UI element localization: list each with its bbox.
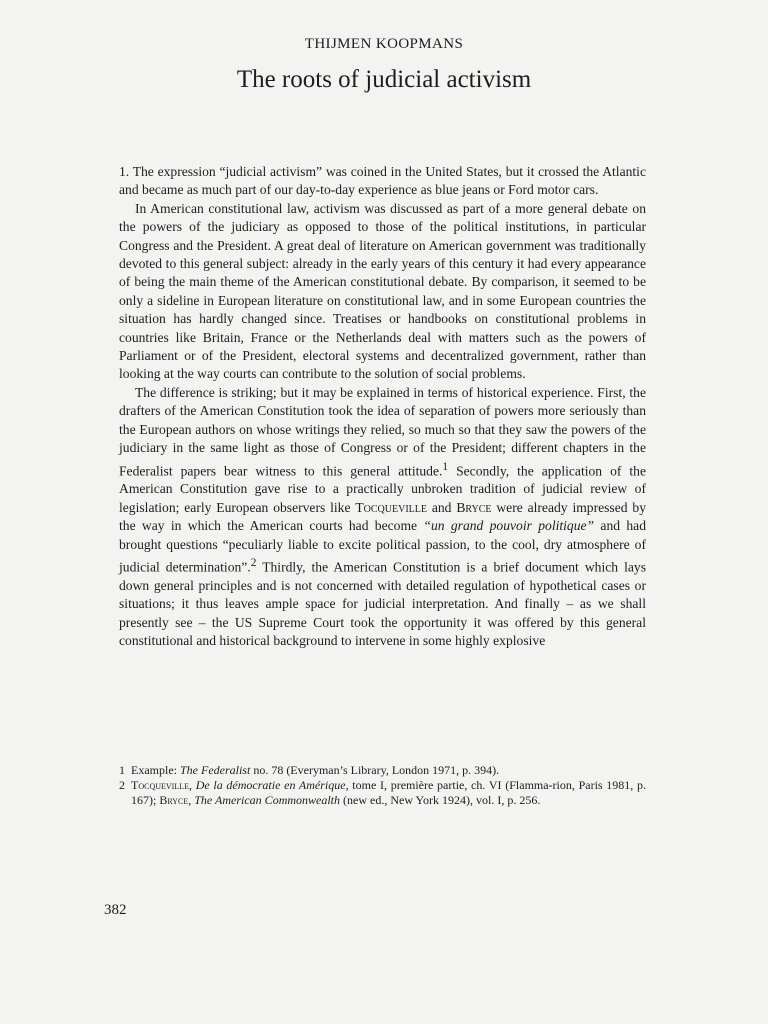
footnote-ref-1: 1 bbox=[442, 460, 449, 473]
author-ref-tocqueville: Tocqueville bbox=[355, 499, 427, 515]
footnote-2-author-2: Bryce bbox=[159, 793, 189, 807]
footnote-ref-2: 2 bbox=[250, 557, 257, 570]
footnote-2 bbox=[119, 778, 646, 808]
footnote-number: 1 bbox=[119, 763, 125, 777]
footnote-2-work-1: De la démocratie en Amérique bbox=[195, 778, 346, 792]
footnote-1-work: The Federalist bbox=[179, 763, 251, 777]
author-name: THIJMEN KOOPMANS bbox=[304, 36, 464, 52]
article-title: The roots of judicial activism bbox=[236, 66, 532, 93]
paragraph-3 bbox=[119, 384, 646, 651]
footnote-2-text-c: , bbox=[188, 793, 195, 807]
author-ref-bryce: Bryce bbox=[456, 499, 492, 515]
footnote-1-text-a: Example: bbox=[131, 763, 180, 777]
paragraph-3-text-d: and had brought questions “peculiarly liable to excite political passion, to the cool, dry atmosphere of judicial determination”. bbox=[119, 518, 646, 575]
paragraph-3-text-b: Secondly, the application of the American Constitution gave rise to a practically unbroken tradition of judicial review of legislation; early European observers like bbox=[119, 463, 646, 515]
footnote-text bbox=[131, 763, 646, 778]
page-number: 382 bbox=[104, 902, 127, 918]
paragraph-3-text-e: Thirdly, the American Constitution is a brief document which lays down general principles and is not concerned with detailed regulation of hypothetical cases or situations; it thus leaves ample space for judicial interpretation. And finally – as we shall presently see – the US Supreme Court took the opportunity it was offered by this general constitutional and historical background to intervene in some highly explosive bbox=[119, 559, 646, 649]
french-quote: “un grand pouvoir politique” bbox=[423, 518, 595, 534]
paragraph-2: In American constitutional law, activism was discussed as part of a more general debate on the powers of the judiciary as opposed to those of the political institutions, in particular Congress and the President. A great deal of literature on American government was traditionally devoted to this general subject: already in the early years of this century it had every appearance of being the main theme of the American constitutional debate. By comparison, it seemed to be only a sideline in European literature on constitutional law, and in some European countries the situation has hardly changed since. Treatises or handbooks on constitutional problems in countries like Britain, France or the Netherlands deal with matters such as the powers of Parliament or of the President, electoral systems and decentralized government, rather than looking at the way courts can contribute to the solution of social problems. bbox=[119, 200, 646, 382]
footnote-2-author-1: Tocqueville bbox=[131, 778, 189, 792]
footnotes bbox=[119, 763, 646, 808]
paragraph-3-text-a: The difference is striking; but it may be explained in terms of historical experience. First, the drafters of the American Constitution took the idea of separation of powers more seriously than the European authors on whose writings they relied, so much so that they saw the powers of the judiciary in the same light as those of Congress or of the President; different chapters in the Federalist papers bear witness to this general attitude. bbox=[119, 384, 646, 479]
footnote-2-text-d: (new ed., New York 1924), vol. I, p. 256. bbox=[340, 793, 541, 807]
article-body bbox=[119, 163, 646, 651]
paragraph-1: 1. The expression “judicial activism” was coined in the United States, but it crossed the Atlantic and became as much part of our day-to-day experience as blue jeans or Ford motor cars. bbox=[119, 164, 646, 198]
footnote-text bbox=[131, 778, 646, 808]
footnote-2-work-2: The American Commonwealth bbox=[194, 793, 341, 807]
footnote-2-text-a: , bbox=[189, 778, 196, 792]
footnote-1-text-b: no. 78 (Everyman’s Library, London 1971, p. 394). bbox=[250, 763, 500, 777]
footnote-2-text-b: , tome I, première partie, ch. VI (Flamma-rion, Paris 1981, p. 167); bbox=[131, 778, 646, 807]
paragraph-3-and: and bbox=[426, 499, 457, 515]
paragraph-3-text-c: were already impressed by the way in which the American courts had become bbox=[119, 499, 646, 534]
footnote-number: 2 bbox=[119, 778, 125, 792]
footnote-1 bbox=[119, 763, 646, 778]
